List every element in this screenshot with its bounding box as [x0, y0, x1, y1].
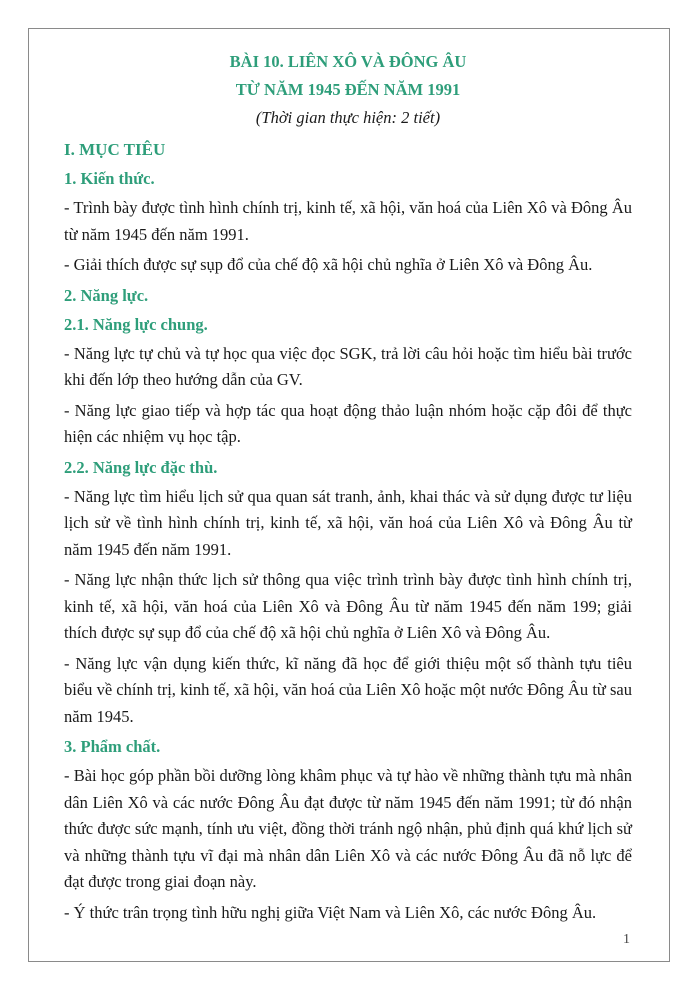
competence-heading: 2. Năng lực. — [64, 285, 149, 305]
specific-competence-item: - Năng lực tìm hiểu lịch sử qua quan sát tranh, ảnh, khai thác và sử dụng được tư liệu lịch sử về tình hình chính trị, kinh tế, xã hội, văn hoá của Liên Xô và Đông Âu từ năm 1945 đến năm 1991. — [64, 486, 632, 559]
general-competence-item: - Năng lực giao tiếp và hợp tác qua hoạt động thảo luận nhóm hoặc cặp đôi để thực hiện các nhiệm vụ học tập. — [64, 400, 632, 446]
qualities-heading: 3. Phẩm chất. — [64, 737, 161, 756]
knowledge-item: - Giải thích được sự sụp đổ của chế độ xã hội chủ nghĩa ở Liên Xô và Đông Âu. — [64, 255, 593, 274]
lesson-title: BÀI 10. LIÊN XÔ VÀ ĐÔNG ÂU — [229, 52, 467, 71]
specific-competence-item: - Năng lực vận dụng kiến thức, kĩ năng đã học để giới thiệu một số thành tựu tiêu biểu về chính trị, kinh tế, xã hội, văn hoá của Liên Xô hoặc một nước Đông Âu từ sau năm 1945. — [64, 653, 632, 726]
quality-item: - Ý thức trân trọng tình hữu nghị giữa Việt Nam và Liên Xô, các nước Đông Âu. — [64, 902, 597, 922]
specific-competence-item: - Năng lực nhận thức lịch sử thông qua việc trình trình bày được tình hình chính trị, kinh tế, xã hội, văn hoá của Liên Xô và Đông Âu từ năm 1945 đến năm 199; giải thích được sự sụp đổ của chế độ xã hội chủ nghĩa ở Liên Xô và Đông Âu. — [64, 570, 632, 642]
document-body — [64, 50, 632, 926]
quality-item: - Bài học góp phần bồi dưỡng lòng khâm phục và tự hào về những thành tựu mà nhân dân Liên Xô và các nước Đông Âu đạt được từ năm 1945 đến năm 1991; từ đó nhận thức được sức mạnh, tính ưu việt, đồng thời tránh ngộ nhận, phủ định quá khứ lịch sử và những thành tựu vĩ đại mà nhân dân Liên Xô và các nước Đông Âu đã nỗ lực để đạt được trong giai đoạn này. — [64, 766, 632, 891]
objectives-heading: I. MỤC TIÊU — [64, 140, 166, 159]
lesson-duration: (Thời gian thực hiện: 2 tiết) — [255, 108, 441, 127]
general-competence-heading: 2.1. Năng lực chung. — [64, 314, 208, 334]
specific-competence-heading: 2.2. Năng lực đặc thù. — [64, 457, 218, 477]
knowledge-item: - Trình bày được tình hình chính trị, kinh tế, xã hội, văn hoá của Liên Xô và Đông Âu từ năm 1945 đến năm 1991. — [64, 198, 632, 244]
general-competence-item: - Năng lực tự chủ và tự học qua việc đọc SGK, trả lời câu hỏi hoặc tìm hiểu bài trước khi đến lớp theo hướng dẫn của GV. — [64, 343, 632, 389]
page-number: 1 — [623, 932, 630, 947]
lesson-period: TỪ NĂM 1945 ĐẾN NĂM 1991 — [235, 80, 461, 99]
knowledge-heading: 1. Kiến thức. — [64, 169, 155, 188]
